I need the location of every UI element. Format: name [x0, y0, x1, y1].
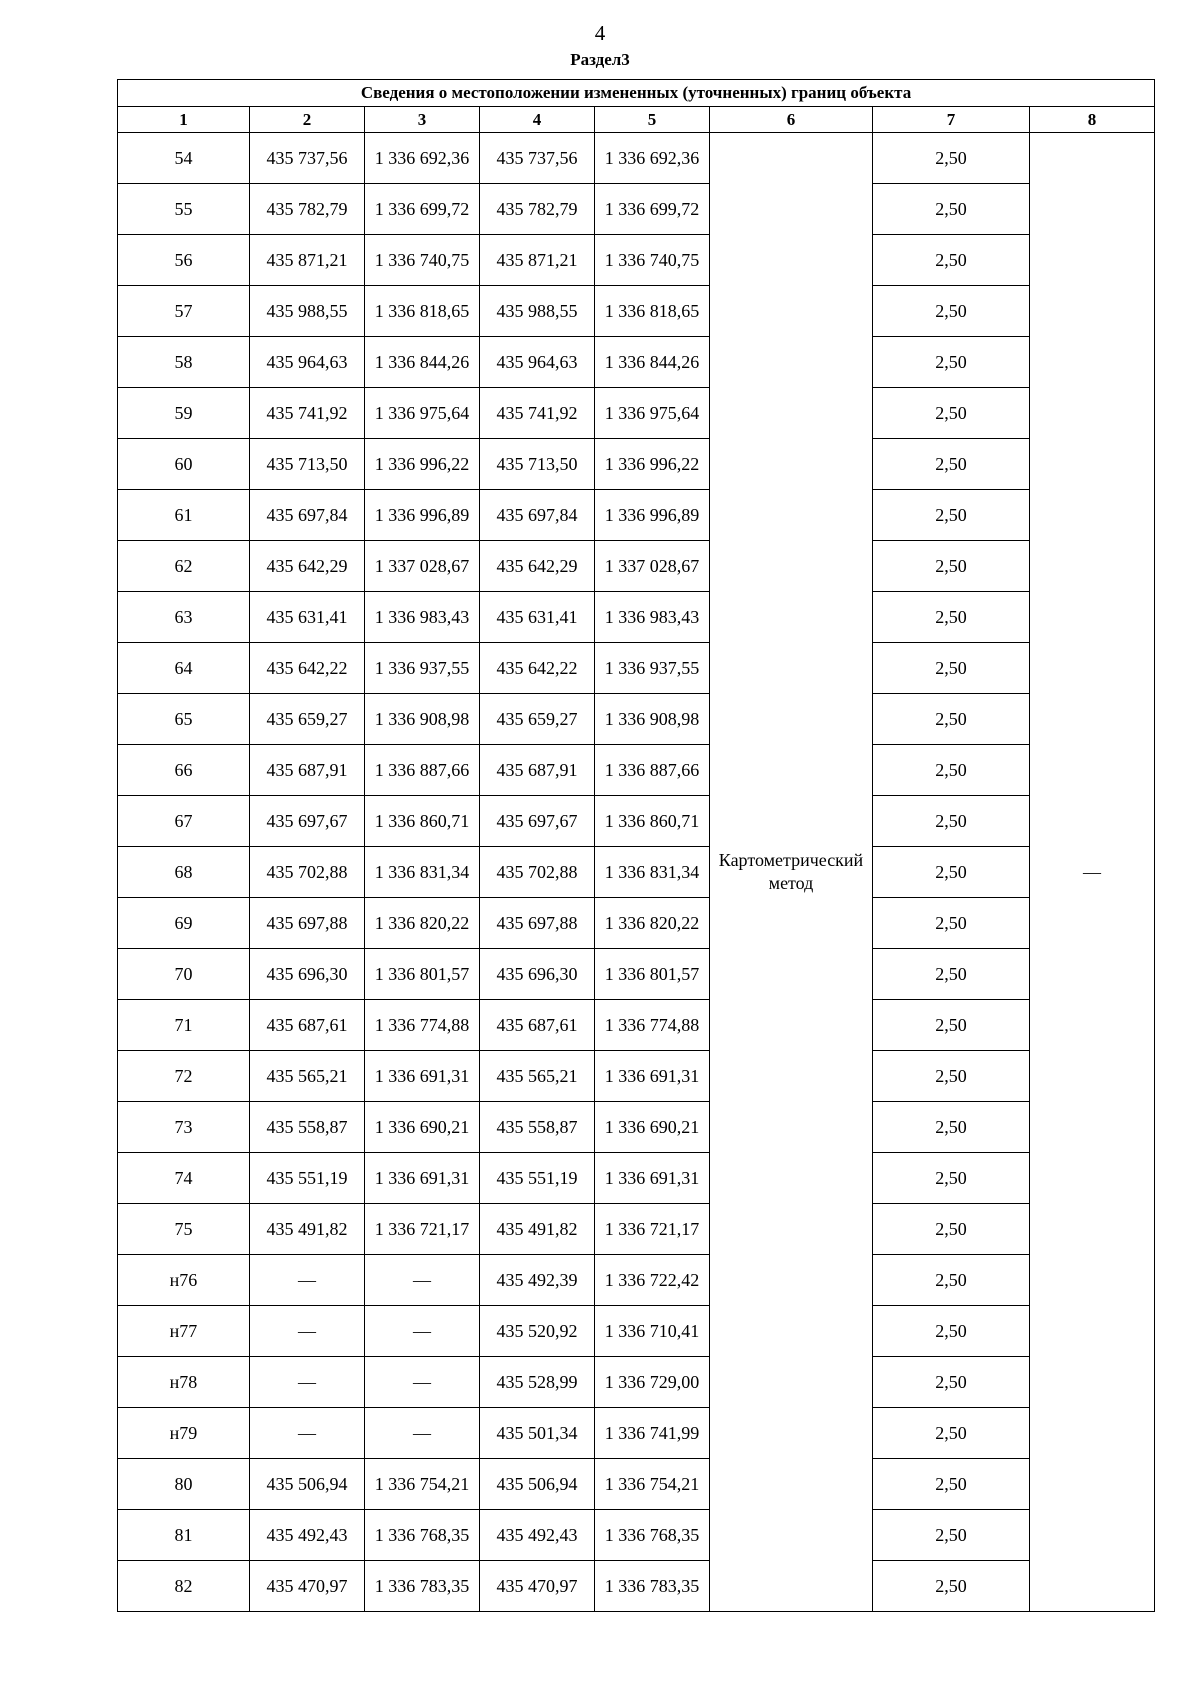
table-body — [118, 133, 1155, 1612]
column-number-4: 4 — [480, 107, 595, 133]
refined-x-cell: 435 520,92 — [480, 1306, 595, 1357]
table-row — [118, 1459, 1155, 1510]
refined-y-cell: 1 336 801,57 — [595, 949, 710, 1000]
table-row — [118, 796, 1155, 847]
refined-y-cell: 1 336 860,71 — [595, 796, 710, 847]
existing-x-cell: 435 642,29 — [250, 541, 365, 592]
refined-x-cell: 435 988,55 — [480, 286, 595, 337]
refined-x-cell: 435 565,21 — [480, 1051, 595, 1102]
precision-cell: 2,50 — [873, 1408, 1030, 1459]
precision-cell: 2,50 — [873, 133, 1030, 184]
precision-cell: 2,50 — [873, 388, 1030, 439]
existing-y-cell: 1 336 860,71 — [365, 796, 480, 847]
refined-x-cell: 435 492,43 — [480, 1510, 595, 1561]
existing-x-cell: 435 697,67 — [250, 796, 365, 847]
existing-y-cell: 1 336 996,89 — [365, 490, 480, 541]
point-number-cell: н79 — [118, 1408, 250, 1459]
table-row — [118, 1357, 1155, 1408]
refined-y-cell: 1 336 996,22 — [595, 439, 710, 490]
refined-y-cell: 1 336 729,00 — [595, 1357, 710, 1408]
refined-y-cell: 1 336 783,35 — [595, 1561, 710, 1612]
existing-x-cell: 435 642,22 — [250, 643, 365, 694]
refined-y-cell: 1 336 692,36 — [595, 133, 710, 184]
refined-y-cell: 1 336 975,64 — [595, 388, 710, 439]
column-number-2: 2 — [250, 107, 365, 133]
precision-cell: 2,50 — [873, 592, 1030, 643]
point-number-cell: н77 — [118, 1306, 250, 1357]
point-number-cell: 74 — [118, 1153, 250, 1204]
precision-cell: 2,50 — [873, 1510, 1030, 1561]
precision-cell: 2,50 — [873, 439, 1030, 490]
precision-cell: 2,50 — [873, 1204, 1030, 1255]
refined-y-cell: 1 336 710,41 — [595, 1306, 710, 1357]
refined-x-cell: 435 642,29 — [480, 541, 595, 592]
refined-x-cell: 435 492,39 — [480, 1255, 595, 1306]
refined-y-cell: 1 336 699,72 — [595, 184, 710, 235]
column-number-8: 8 — [1030, 107, 1155, 133]
precision-cell: 2,50 — [873, 1255, 1030, 1306]
existing-y-cell: 1 336 699,72 — [365, 184, 480, 235]
refined-y-cell: 1 336 996,89 — [595, 490, 710, 541]
table-row — [118, 388, 1155, 439]
precision-cell: 2,50 — [873, 490, 1030, 541]
point-number-cell: 66 — [118, 745, 250, 796]
column-number-3: 3 — [365, 107, 480, 133]
existing-x-cell: — — [250, 1408, 365, 1459]
refined-x-cell: 435 642,22 — [480, 643, 595, 694]
existing-y-cell: — — [365, 1357, 480, 1408]
refined-x-cell: 435 551,19 — [480, 1153, 595, 1204]
refined-y-cell: 1 337 028,67 — [595, 541, 710, 592]
existing-y-cell: 1 336 801,57 — [365, 949, 480, 1000]
refined-x-cell: 435 782,79 — [480, 184, 595, 235]
existing-x-cell: 435 506,94 — [250, 1459, 365, 1510]
existing-y-cell: 1 336 844,26 — [365, 337, 480, 388]
existing-y-cell: 1 336 768,35 — [365, 1510, 480, 1561]
point-number-cell: 63 — [118, 592, 250, 643]
refined-x-cell: 435 659,27 — [480, 694, 595, 745]
refined-x-cell: 435 528,99 — [480, 1357, 595, 1408]
precision-cell: 2,50 — [873, 1000, 1030, 1051]
precision-cell: 2,50 — [873, 286, 1030, 337]
existing-x-cell: 435 491,82 — [250, 1204, 365, 1255]
refined-x-cell: 435 696,30 — [480, 949, 595, 1000]
existing-x-cell: 435 687,91 — [250, 745, 365, 796]
existing-y-cell: 1 336 983,43 — [365, 592, 480, 643]
precision-cell: 2,50 — [873, 1102, 1030, 1153]
existing-x-cell: 435 659,27 — [250, 694, 365, 745]
refined-y-cell: 1 336 754,21 — [595, 1459, 710, 1510]
existing-y-cell: 1 336 740,75 — [365, 235, 480, 286]
existing-y-cell: 1 336 690,21 — [365, 1102, 480, 1153]
refined-x-cell: 435 713,50 — [480, 439, 595, 490]
point-number-cell: 54 — [118, 133, 250, 184]
table-row — [118, 235, 1155, 286]
existing-x-cell: 435 470,97 — [250, 1561, 365, 1612]
point-number-cell: 72 — [118, 1051, 250, 1102]
method-cell: Картометрический метод — [710, 133, 873, 1612]
existing-y-cell: 1 336 996,22 — [365, 439, 480, 490]
point-number-cell: 56 — [118, 235, 250, 286]
precision-cell: 2,50 — [873, 796, 1030, 847]
point-number-cell: 69 — [118, 898, 250, 949]
table-row — [118, 490, 1155, 541]
point-number-cell: 80 — [118, 1459, 250, 1510]
table-row — [118, 643, 1155, 694]
existing-y-cell: 1 337 028,67 — [365, 541, 480, 592]
refined-x-cell: 435 964,63 — [480, 337, 595, 388]
point-number-cell: 82 — [118, 1561, 250, 1612]
precision-cell: 2,50 — [873, 745, 1030, 796]
section-title: Раздел3 — [570, 50, 630, 69]
point-number-cell: 68 — [118, 847, 250, 898]
point-number-cell: 55 — [118, 184, 250, 235]
point-number-cell: 73 — [118, 1102, 250, 1153]
refined-y-cell: 1 336 820,22 — [595, 898, 710, 949]
column-number-6: 6 — [710, 107, 873, 133]
table-row — [118, 1306, 1155, 1357]
table-row — [118, 949, 1155, 1000]
table-row — [118, 1153, 1155, 1204]
existing-x-cell: 435 871,21 — [250, 235, 365, 286]
refined-x-cell: 435 871,21 — [480, 235, 595, 286]
existing-x-cell: 435 551,19 — [250, 1153, 365, 1204]
existing-x-cell: — — [250, 1357, 365, 1408]
precision-cell: 2,50 — [873, 949, 1030, 1000]
point-number-cell: н78 — [118, 1357, 250, 1408]
existing-x-cell: 435 687,61 — [250, 1000, 365, 1051]
point-number-cell: 71 — [118, 1000, 250, 1051]
existing-x-cell: 435 492,43 — [250, 1510, 365, 1561]
table-row — [118, 1561, 1155, 1612]
precision-cell: 2,50 — [873, 847, 1030, 898]
coordinates-table — [117, 79, 1155, 1612]
existing-y-cell: 1 336 975,64 — [365, 388, 480, 439]
existing-y-cell: 1 336 831,34 — [365, 847, 480, 898]
existing-x-cell: 435 702,88 — [250, 847, 365, 898]
existing-x-cell: 435 988,55 — [250, 286, 365, 337]
point-number-cell: 61 — [118, 490, 250, 541]
precision-cell: 2,50 — [873, 235, 1030, 286]
refined-x-cell: 435 558,87 — [480, 1102, 595, 1153]
table-row — [118, 133, 1155, 184]
column-number-1: 1 — [118, 107, 250, 133]
refined-x-cell: 435 687,91 — [480, 745, 595, 796]
refined-y-cell: 1 336 818,65 — [595, 286, 710, 337]
table-row — [118, 1510, 1155, 1561]
table-row — [118, 1051, 1155, 1102]
refined-x-cell: 435 741,92 — [480, 388, 595, 439]
table-row — [118, 1255, 1155, 1306]
refined-y-cell: 1 336 740,75 — [595, 235, 710, 286]
point-number-cell: 75 — [118, 1204, 250, 1255]
refined-x-cell: 435 697,88 — [480, 898, 595, 949]
refined-x-cell: 435 470,97 — [480, 1561, 595, 1612]
point-number-cell: 58 — [118, 337, 250, 388]
table-row — [118, 337, 1155, 388]
point-number-cell: 59 — [118, 388, 250, 439]
precision-cell: 2,50 — [873, 1357, 1030, 1408]
refined-y-cell: 1 336 690,21 — [595, 1102, 710, 1153]
table-row — [118, 286, 1155, 337]
precision-cell: 2,50 — [873, 1051, 1030, 1102]
existing-x-cell: — — [250, 1306, 365, 1357]
existing-y-cell: 1 336 937,55 — [365, 643, 480, 694]
precision-cell: 2,50 — [873, 1306, 1030, 1357]
refined-x-cell: 435 737,56 — [480, 133, 595, 184]
table-row — [118, 1102, 1155, 1153]
table-row — [118, 694, 1155, 745]
point-number-cell: н76 — [118, 1255, 250, 1306]
refined-y-cell: 1 336 691,31 — [595, 1051, 710, 1102]
table-caption-row — [118, 80, 1155, 107]
column-number-5: 5 — [595, 107, 710, 133]
refined-x-cell: 435 697,67 — [480, 796, 595, 847]
existing-x-cell: 435 565,21 — [250, 1051, 365, 1102]
existing-x-cell: — — [250, 1255, 365, 1306]
existing-x-cell: 435 741,92 — [250, 388, 365, 439]
point-number-cell: 70 — [118, 949, 250, 1000]
table-row — [118, 847, 1155, 898]
existing-x-cell: 435 558,87 — [250, 1102, 365, 1153]
point-number-cell: 67 — [118, 796, 250, 847]
existing-y-cell: 1 336 887,66 — [365, 745, 480, 796]
point-number-cell: 60 — [118, 439, 250, 490]
refined-y-cell: 1 336 741,99 — [595, 1408, 710, 1459]
existing-y-cell: 1 336 692,36 — [365, 133, 480, 184]
precision-cell: 2,50 — [873, 643, 1030, 694]
refined-y-cell: 1 336 937,55 — [595, 643, 710, 694]
point-number-cell: 62 — [118, 541, 250, 592]
refined-y-cell: 1 336 908,98 — [595, 694, 710, 745]
point-number-cell: 81 — [118, 1510, 250, 1561]
precision-cell: 2,50 — [873, 541, 1030, 592]
table-row — [118, 1408, 1155, 1459]
refined-x-cell: 435 702,88 — [480, 847, 595, 898]
refined-y-cell: 1 336 722,42 — [595, 1255, 710, 1306]
existing-y-cell: 1 336 783,35 — [365, 1561, 480, 1612]
existing-y-cell: — — [365, 1306, 480, 1357]
column-8-cell: — — [1030, 133, 1155, 1612]
column-number-7: 7 — [873, 107, 1030, 133]
precision-cell: 2,50 — [873, 1459, 1030, 1510]
existing-x-cell: 435 697,84 — [250, 490, 365, 541]
refined-x-cell: 435 491,82 — [480, 1204, 595, 1255]
existing-x-cell: 435 737,56 — [250, 133, 365, 184]
refined-x-cell: 435 697,84 — [480, 490, 595, 541]
refined-x-cell: 435 506,94 — [480, 1459, 595, 1510]
existing-y-cell: 1 336 691,31 — [365, 1051, 480, 1102]
precision-cell: 2,50 — [873, 1561, 1030, 1612]
table-row — [118, 745, 1155, 796]
refined-y-cell: 1 336 887,66 — [595, 745, 710, 796]
existing-y-cell: — — [365, 1255, 480, 1306]
refined-y-cell: 1 336 831,34 — [595, 847, 710, 898]
page-number: 4 — [594, 21, 606, 45]
point-number-cell: 64 — [118, 643, 250, 694]
refined-y-cell: 1 336 768,35 — [595, 1510, 710, 1561]
table-row — [118, 184, 1155, 235]
existing-y-cell: 1 336 754,21 — [365, 1459, 480, 1510]
precision-cell: 2,50 — [873, 184, 1030, 235]
existing-x-cell: 435 697,88 — [250, 898, 365, 949]
existing-y-cell: 1 336 908,98 — [365, 694, 480, 745]
refined-x-cell: 435 631,41 — [480, 592, 595, 643]
point-number-cell: 57 — [118, 286, 250, 337]
refined-y-cell: 1 336 774,88 — [595, 1000, 710, 1051]
refined-x-cell: 435 501,34 — [480, 1408, 595, 1459]
table-row — [118, 898, 1155, 949]
refined-y-cell: 1 336 691,31 — [595, 1153, 710, 1204]
existing-y-cell: — — [365, 1408, 480, 1459]
table-row — [118, 1204, 1155, 1255]
refined-y-cell: 1 336 844,26 — [595, 337, 710, 388]
existing-y-cell: 1 336 818,65 — [365, 286, 480, 337]
existing-x-cell: 435 696,30 — [250, 949, 365, 1000]
table-row — [118, 541, 1155, 592]
existing-x-cell: 435 631,41 — [250, 592, 365, 643]
existing-y-cell: 1 336 721,17 — [365, 1204, 480, 1255]
existing-x-cell: 435 713,50 — [250, 439, 365, 490]
existing-y-cell: 1 336 774,88 — [365, 1000, 480, 1051]
table-row — [118, 439, 1155, 490]
point-number-cell: 65 — [118, 694, 250, 745]
refined-x-cell: 435 687,61 — [480, 1000, 595, 1051]
table-row — [118, 1000, 1155, 1051]
existing-x-cell: 435 964,63 — [250, 337, 365, 388]
refined-y-cell: 1 336 721,17 — [595, 1204, 710, 1255]
table-row — [118, 592, 1155, 643]
existing-y-cell: 1 336 820,22 — [365, 898, 480, 949]
table-caption: Сведения о местоположении измененных (уточненных) границ объекта — [118, 80, 1155, 107]
column-number-row — [118, 107, 1155, 133]
refined-y-cell: 1 336 983,43 — [595, 592, 710, 643]
existing-y-cell: 1 336 691,31 — [365, 1153, 480, 1204]
existing-x-cell: 435 782,79 — [250, 184, 365, 235]
precision-cell: 2,50 — [873, 1153, 1030, 1204]
precision-cell: 2,50 — [873, 694, 1030, 745]
precision-cell: 2,50 — [873, 337, 1030, 388]
precision-cell: 2,50 — [873, 898, 1030, 949]
